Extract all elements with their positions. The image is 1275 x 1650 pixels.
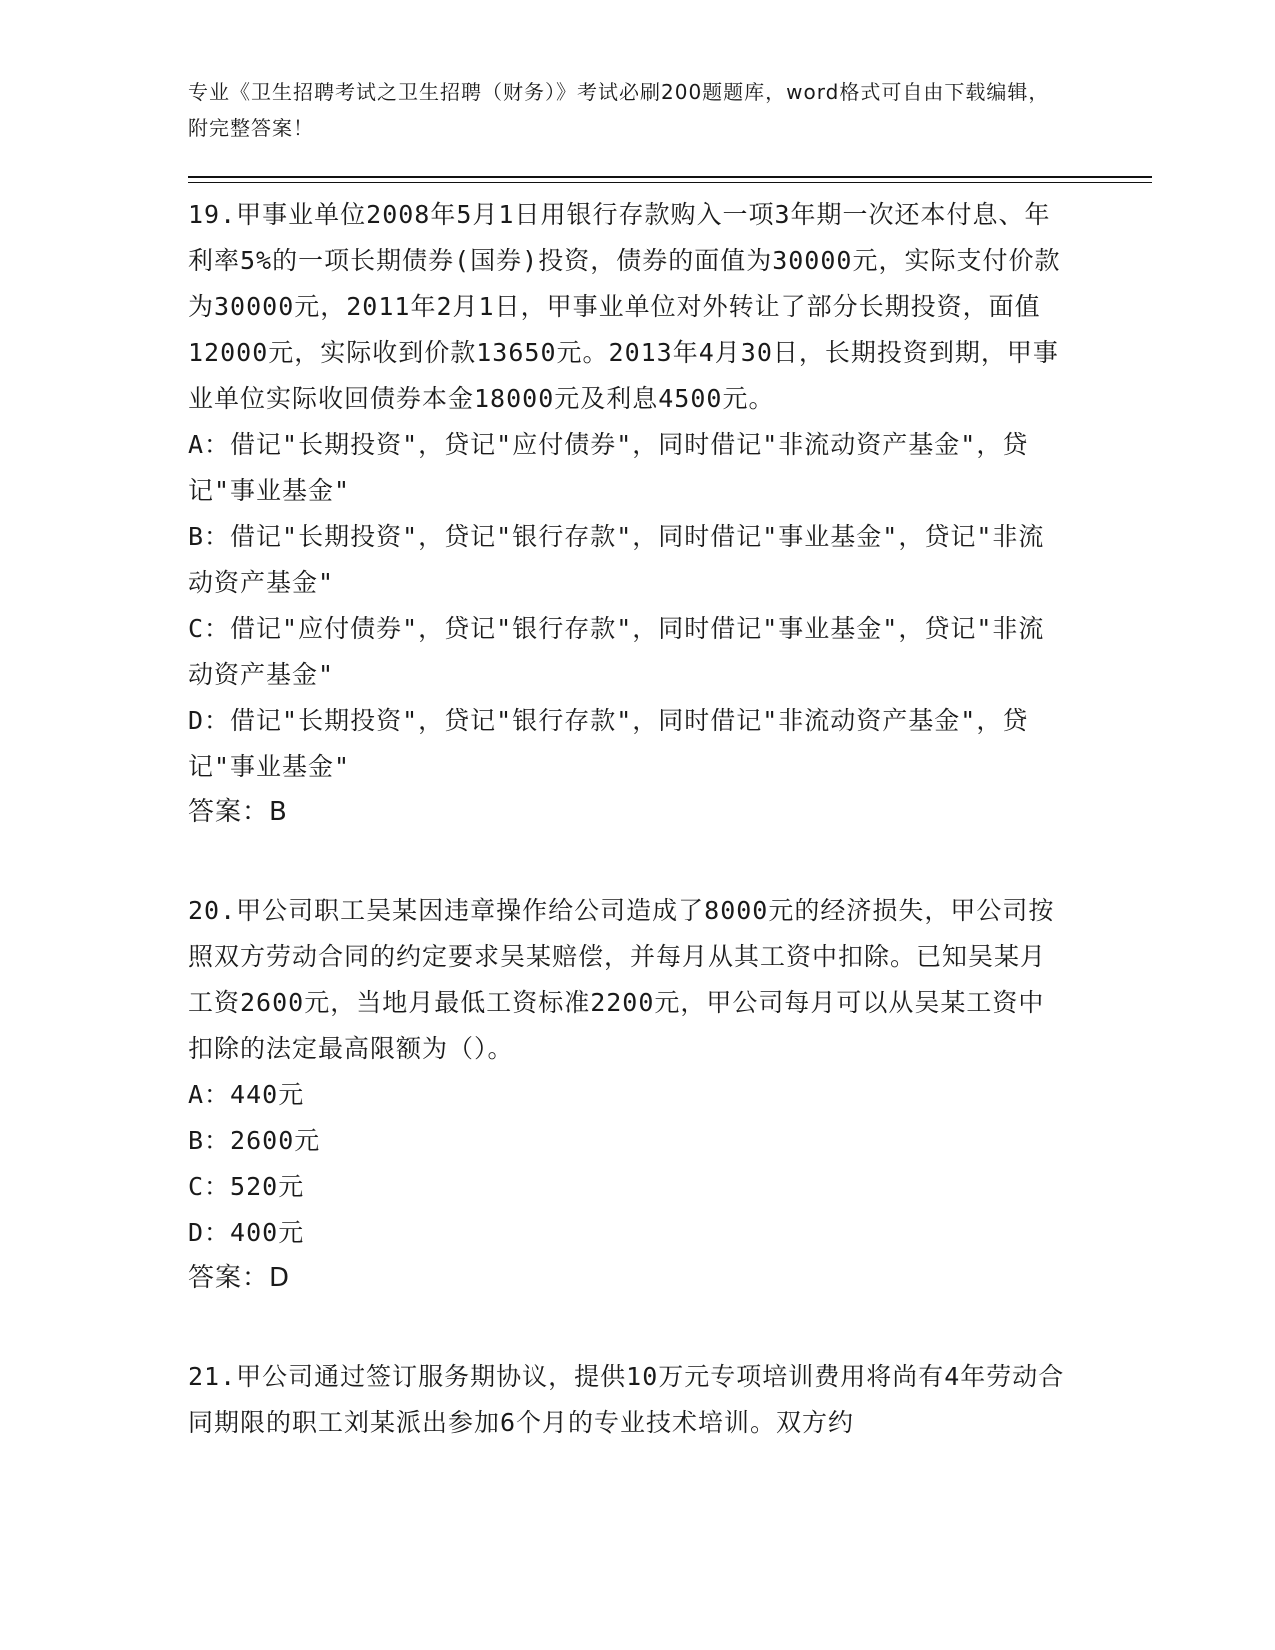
- answer: 答案：B: [188, 797, 288, 827]
- option-b: B：借记"长期投资"，贷记"银行存款"，同时借记"事业基金"，贷记"非流动资产基金": [188, 522, 1045, 597]
- option-d: D：400元: [188, 1218, 305, 1247]
- option-c: C：借记"应付债券"，贷记"银行存款"，同时借记"事业基金"，贷记"非流动资产基金": [188, 614, 1045, 689]
- question-19: [188, 192, 1068, 834]
- option-a: A：借记"长期投资"，贷记"应付债券"，同时借记"非流动资产基金"，贷记"事业基金": [188, 430, 1029, 505]
- question-stem: 20.甲公司职工吴某因违章操作给公司造成了8000元的经济损失，甲公司按照双方劳动合同的约定要求吴某赔偿，并每月从其工资中扣除。已知吴某月工资2600元，当地月最低工资标准2200元，甲公司每月可以从吴某工资中扣除的法定最高限额为（）。: [188, 896, 1055, 1063]
- question-21: [188, 1354, 1068, 1446]
- option-b: B：2600元: [188, 1126, 321, 1155]
- question-20: [188, 888, 1068, 1300]
- header-divider-thin: [188, 182, 1152, 183]
- question-stem: 21.甲公司通过签订服务期协议，提供10万元专项培训费用将尚有4年劳动合同期限的职工刘某派出参加6个月的专业技术培训。双方约: [188, 1362, 1065, 1437]
- header-divider: [188, 176, 1152, 178]
- answer: 答案：D: [188, 1263, 291, 1293]
- document-header: [188, 74, 1068, 146]
- option-d: D：借记"长期投资"，贷记"银行存款"，同时借记"非流动资产基金"，贷记"事业基金": [188, 706, 1029, 781]
- question-stem: 19.甲事业单位2008年5月1日用银行存款购入一项3年期一次还本付息、年利率5%的一项长期债券(国券)投资，债券的面值为30000元，实际支付价款为30000元，2011年2月1日，甲事业单位对外转让了部分长期投资，面值12000元，实际收到价款13650元。2013年4月30日，长期投资到期，甲事业单位实际收回债券本金18000元及利息4500元。: [188, 200, 1061, 413]
- option-a: A：440元: [188, 1080, 305, 1109]
- question-list: [188, 192, 1068, 1500]
- option-c: C：520元: [188, 1172, 305, 1201]
- header-title: 专业《卫生招聘考试之卫生招聘（财务）》考试必刷200题题库，word格式可自由下载编辑，附完整答案！: [188, 80, 1050, 140]
